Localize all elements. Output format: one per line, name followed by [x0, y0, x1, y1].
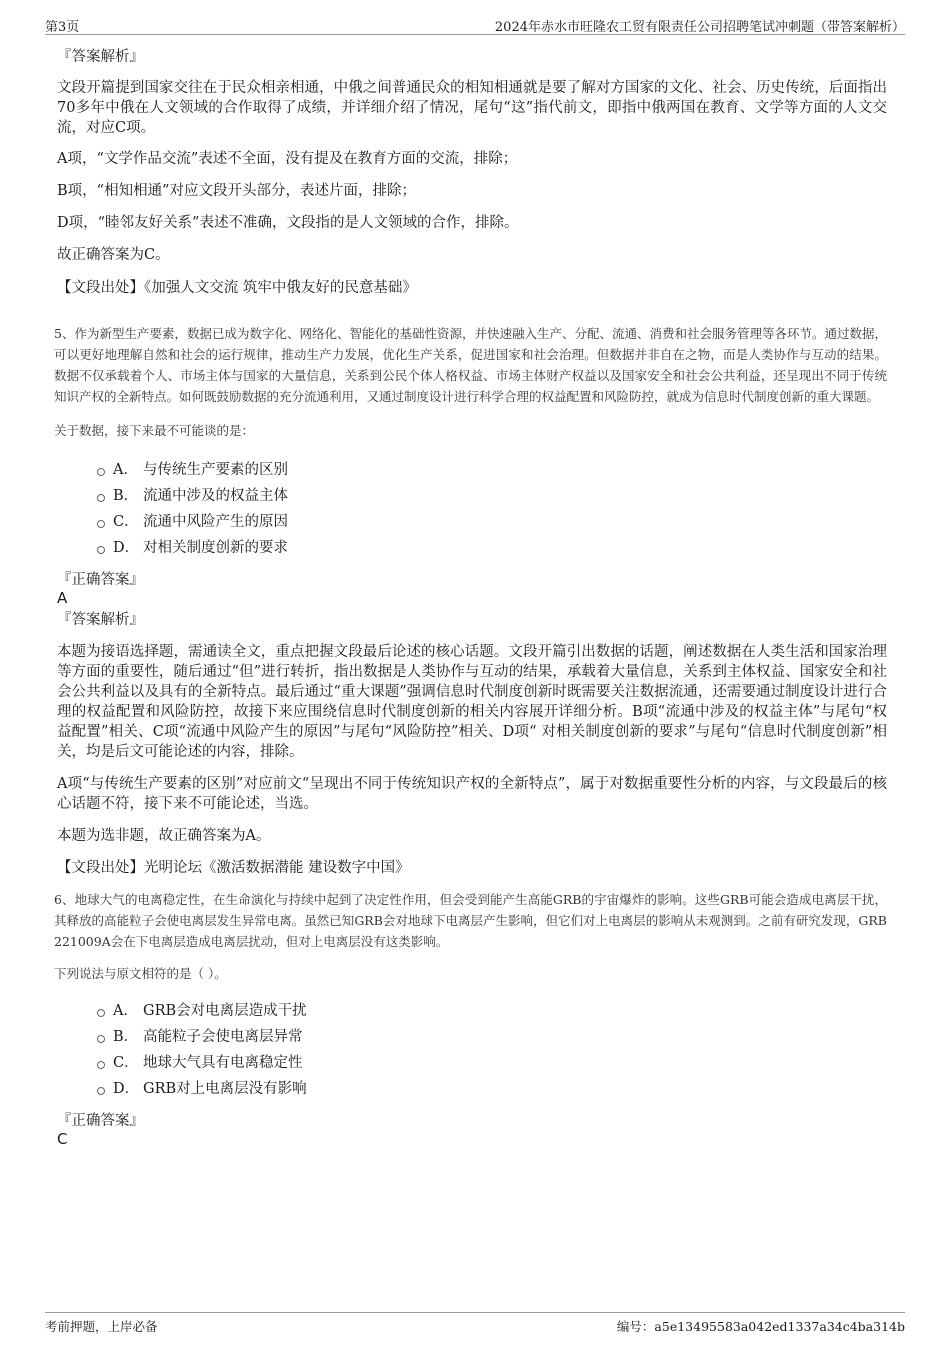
option-c[interactable]: C． 流通中风险产生的原因: [97, 509, 887, 535]
footer-slogan: 考前押题，上岸必备: [45, 1319, 158, 1334]
radio-button[interactable]: [97, 546, 105, 554]
page-number: 第3页: [45, 20, 80, 35]
analysis-paragraph: 文段开篇提到国家交往在于民众相亲相通，中俄之间普通民众的相知相通就是要了解对方国家的文化、社会、历史传统，后面指出70多年中俄在人文领域的合作取得了成绩，并详细介绍了情况，尾句“这”指代前文，即指中俄两国在教育、文学等方面的人文交流，对应C项。: [57, 80, 887, 136]
correct-answer-label: 『正确答案』: [57, 1113, 144, 1129]
analysis-paragraph: 故正确答案为C。: [57, 247, 170, 263]
correct-answer-label: 『正确答案』: [57, 572, 144, 588]
analysis-label: 『答案解析』: [57, 49, 144, 65]
option-c[interactable]: C． 地球大气具有电离稳定性: [97, 1050, 887, 1076]
source-citation: 【文段出处】光明论坛《激活数据潜能 建设数字中国》: [57, 860, 410, 876]
document-id: 编号：a5e13495583a042ed1337a34c4ba314b: [616, 1319, 905, 1334]
radio-button[interactable]: [97, 468, 105, 476]
question-prompt: 下列说法与原文相符的是（ ）。: [54, 966, 227, 981]
option-list: [57, 998, 887, 1102]
correct-answer: A: [57, 589, 68, 607]
option-d[interactable]: D． GRB对上电离层没有影响: [97, 1076, 887, 1102]
question-stem: 5、作为新型生产要素，数据已成为数字化、网络化、智能化的基础性资源，并快速融入生产、分配、流通、消费和社会服务管理等各环节。通过数据，可以更好地理解自然和社会的运行规律，推动生产力发展，优化生产关系，促进国家和社会治理。但数据并非自在之物，而是人类协作与互动的结果。数据不仅承载着个人、市场主体与国家的大量信息，关系到公民个体人格权益、市场主体财产权益以及国家安全和社会公共利益，还呈现出不同于传统知识产权的全新特点。如何既鼓励数据的充分流通利用，又通过制度设计进行科学合理的权益配置和风险防控，就成为信息时代制度创新的重大课题。: [54, 326, 887, 404]
radio-button[interactable]: [97, 1087, 105, 1095]
radio-button[interactable]: [97, 1061, 105, 1069]
analysis-paragraph: B项，“相知相通”对应文段开头部分，表述片面，排除；: [57, 183, 416, 199]
radio-button[interactable]: [97, 1009, 105, 1017]
analysis-paragraph: A项“与传统生产要素的区别”对应前文“呈现出不同于传统知识产权的全新特点”，属于对数据重要性分析的内容，与文段最后的核心话题不符，接下来不可能论述，当选。: [57, 776, 887, 812]
page-content: [54, 46, 887, 1148]
analysis-paragraph: A项，“文学作品交流”表述不全面，没有提及在教育方面的交流，排除；: [57, 151, 518, 167]
option-a[interactable]: A． 与传统生产要素的区别: [97, 457, 887, 483]
analysis-paragraph: 本题为选非题，故正确答案为A。: [57, 828, 271, 844]
option-d[interactable]: D． 对相关制度创新的要求: [97, 535, 887, 561]
page-footer: [45, 1312, 905, 1337]
option-b[interactable]: B． 流通中涉及的权益主体: [97, 483, 887, 509]
analysis-label: 『答案解析』: [57, 612, 144, 628]
question-prompt: 关于数据，接下来最不可能谈的是：: [54, 423, 255, 438]
radio-button[interactable]: [97, 520, 105, 528]
radio-button[interactable]: [97, 1035, 105, 1043]
analysis-paragraph: D项，“睦邻友好关系”表述不准确，文段指的是人文领域的合作，排除。: [57, 215, 519, 231]
page-header: [45, 14, 905, 35]
document-title: 2024年赤水市旺隆农工贸有限责任公司招聘笔试冲刺题（带答案解析）: [494, 20, 905, 35]
correct-answer: C: [57, 1130, 68, 1148]
option-b[interactable]: B． 高能粒子会使电离层异常: [97, 1024, 887, 1050]
question-stem: 6、地球大气的电离稳定性，在生命演化与持续中起到了决定性作用，但会受到能产生高能GRB的宇宙爆炸的影响。这些GRB可能会造成电离层干扰，其释放的高能粒子会使电离层发生异常电离。虽然已知GRB会对地球下电离层产生影响，但它们对上电离层的影响从未观测到。之前有研究发现，GRB 221009A会在下电离层造成电离层扰动，但对上电离层没有这类影响。: [54, 892, 887, 949]
analysis-paragraph: 本题为接语选择题，需通读全文，重点把握文段最后论述的核心话题。文段开篇引出数据的话题，阐述数据在人类生活和国家治理等方面的重要性，随后通过“但”进行转折，指出数据是人类协作与互动的结果，承载着大量信息，关系到主体权益、国家安全和社会公共利益以及具有的全新特点。最后通过“重大课题”强调信息时代制度创新时既需要关注数据流通，还需要通过制度设计进行合理的权益配置和风险防控，故接下来应围绕信息时代制度创新的相关内容展开详细分析。B项“流通中涉及的权益主体”与尾句“权益配置”相关、C项“流通中风险产生的原因”与尾句“风险防控”相关、D项“ 对相关制度创新的要求”与尾句“信息时代制度创新”相关，均是后文可能论述的内容，排除。: [57, 644, 887, 760]
radio-button[interactable]: [97, 494, 105, 502]
source-citation: 【文段出处】《加强人文交流 筑牢中俄友好的民意基础》: [57, 280, 417, 296]
option-list: [57, 457, 887, 561]
option-a[interactable]: A． GRB会对电离层造成干扰: [97, 998, 887, 1024]
